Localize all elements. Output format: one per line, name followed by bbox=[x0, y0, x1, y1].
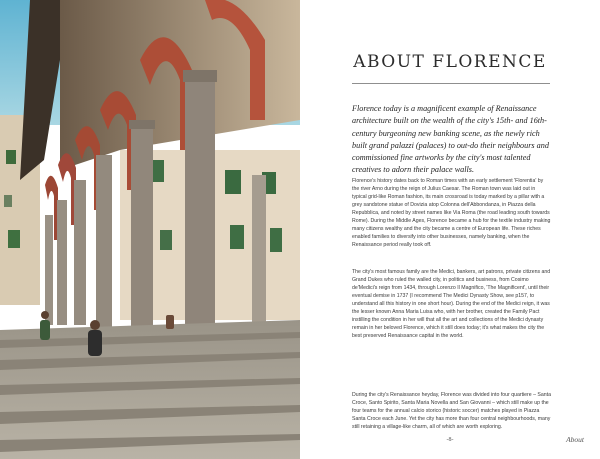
body-paragraph: The city's most famous family are the Medici, bankers, art patrons, private citizens and Grand Dukes who ruled the walled city, in politics and business, from Cosimo de'Medici's reign from 1434, through Lorenzo Il Magnifico, 'The Magnificent', until their eventual demise in 1737 (I recommend The Medici Dynasty Show, see p157, to understand all this history in one short hour). During the end of the Medici reign, it was the lesser known Anna Maria Luisa who, with her brother, created the Family Pact instilling the condition in her will that all the art and collections of the Medici dynasty remain in her beloved Florence, which it still does today; it's what makes the city the best preserved Renaissance capital in the world. bbox=[352, 269, 551, 340]
title-divider bbox=[352, 83, 550, 84]
intro-paragraph: Florence today is a magnificent example of Renaissance architecture built on the wealth of the city's 15th- and 16th-century burgeoning new banking scene, as the newly rich built grand palazzi (palaces) to out-do their neighbours and commissioned fine artworks by the city's most talented creatives to adorn their palace walls. bbox=[352, 104, 549, 175]
body-paragraph: Florence's history dates back to Roman times with an early settlement 'Florentia' by the river Arno during the reign of Julius Caesar. The Roman town was laid out in typical grid-like Roman fashion, its main crossroad is today marked by a pillar with a grey sandstone statue of Dovizia atop Colonna dell'Abbondanza, in Piazza della Repubblica, and noted by street names like Via Roma (the road leading south towards Rome). During the Middle Ages, Florence became a hub for the textile industry making many citizens wealthy and the city became a centre of European life. These riches enabled families to diversify into other businesses, namely banking, when the Renaissance period really took off. bbox=[352, 178, 551, 249]
running-head: About bbox=[566, 435, 584, 444]
page-number: -8- bbox=[446, 437, 454, 443]
body-paragraph: During the city's Renaissance heyday, Florence was divided into four quartiere – Santa Croce, Santo Spirito, Santa Maria Novella and San Giovanni – which still make up the four teams for the annual calcio storico (historic soccer) matches played in Piazza Santa Croce each June. Yet the city has more than four central neighbourhoods, many still retaining a village-like charm, all of which are worth exploring. bbox=[352, 392, 551, 431]
page-title: ABOUT FLORENCE bbox=[353, 52, 547, 72]
text-page bbox=[300, 0, 600, 459]
